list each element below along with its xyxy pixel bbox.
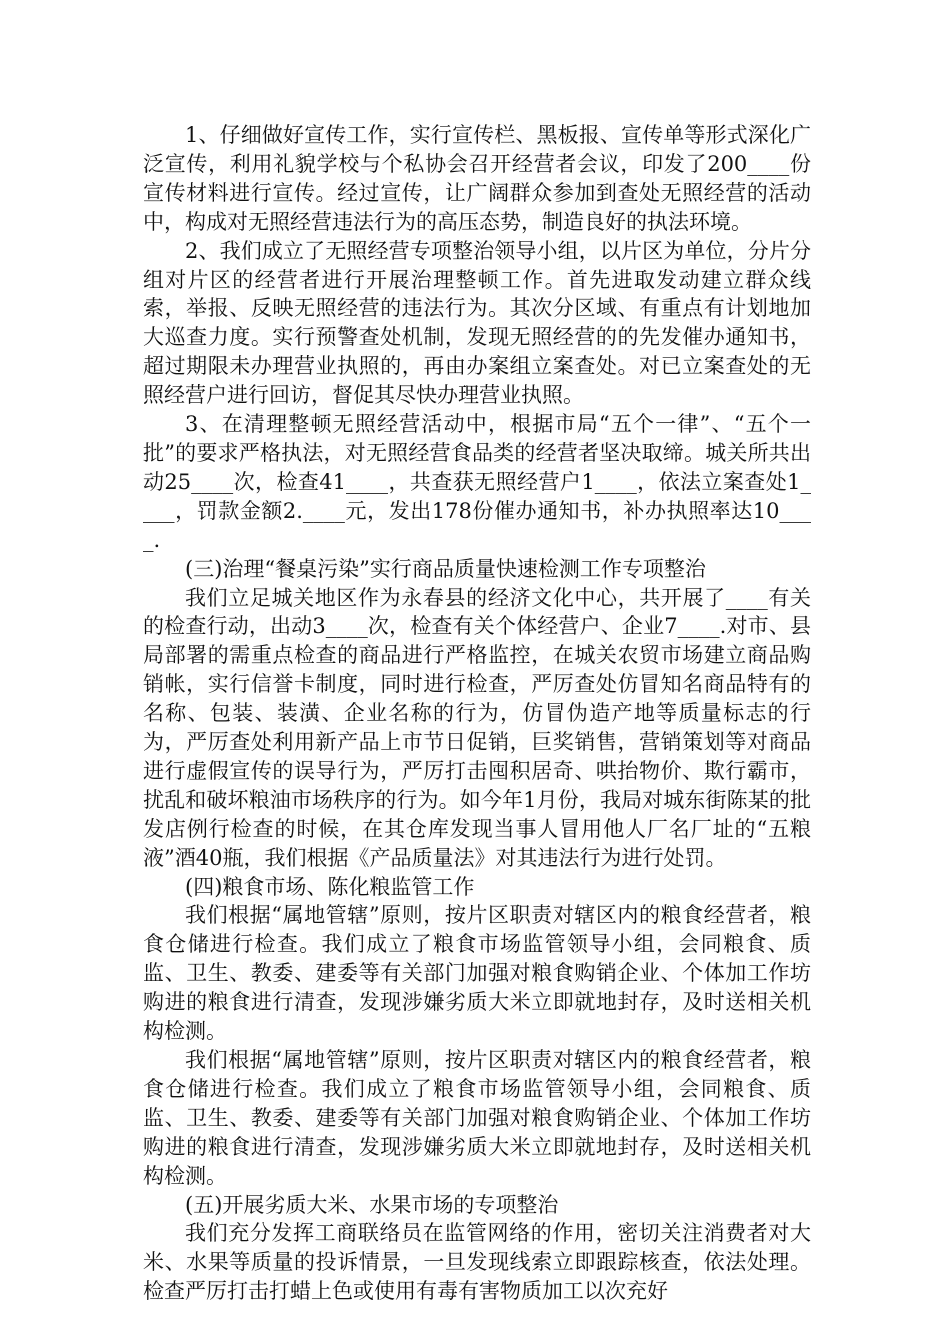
section-heading-table-pollution: (三)治理“餐桌污染”实行商品质量快速检测工作专项整治	[185, 556, 706, 581]
section-heading-rice-fruit: (五)开展劣质大米、水果市场的专项整治	[185, 1192, 559, 1217]
document-body	[143, 121, 811, 1306]
paragraph-publicity-work: 1、仔细做好宣传工作，实行宣传栏、黑板报、宣传单等形式深化广泛宣传，利用礼貌学校与个私协会召开经营者会议，印发了200____份宣传材料进行宣传。经过宣传，让广阔群众参加到查处无照经营的活动中，构成对无照经营违法行为的高压态势，制造良好的执法环境。	[143, 123, 811, 234]
paragraph-enforcement-results: 3、在清理整顿无照经营活动中，根据市局“五个一律”、“五个一批”的要求严格执法，对无照经营食品类的经营者坚决取缔。城关所共出动25____次，检查41____，共查获无照经营户1____，依法立案查处1____，罚款金额2.____元，发出178份催办通知书，补办执照率达10____.	[143, 412, 811, 552]
section-heading-grain-market: (四)粮食市场、陈化粮监管工作	[185, 874, 475, 899]
paragraph-rectification-group: 2、我们成立了无照经营专项整治领导小组，以片区为单位，分片分组对片区的经营者进行开展治理整顿工作。首先进取发动建立群众线索，举报、反映无照经营的违法行为。其次分区域、有重点有计划地加大巡查力度。实行预警查处机制，发现无照经营的的先发催办通知书，超过期限未办理营业执照的，再由办案组立案查处。对已立案查处的无照经营户进行回访，督促其尽快办理营业执照。	[143, 238, 811, 408]
paragraph-liaison-officers: 我们充分发挥工商联络员在监管网络的作用，密切关注消费者对大米、水果等质量的投诉情景，一旦发现线索立即跟踪核查，依法处理。检查严厉打击打蜡上色或使用有毒有害物质加工以次充好	[143, 1221, 811, 1304]
paragraph-quality-inspection: 我们立足城关地区作为永春县的经济文化中心，共开展了____有关的检查行动，出动3____次，检查有关个体经营户、企业7____.对市、县局部署的需重点检查的商品进行严格监控，在城关农贸市场建立商品购销帐，实行信誉卡制度，同时进行检查，严厉查处仿冒知名商品特有的名称、包装、装潢、企业名称的行为，仿冒伪造产地等质量标志的行为，严厉查处利用新产品上市节日促销，巨奖销售，营销策划等对商品进行虚假宣传的误导行为，严厉打击囤积居奇、哄抬物价、欺行霸市，扰乱和破坏粮油市场秩序的行为。如今年1月份，我局对城东街陈某的批发店例行检查的时候，在其仓库发现当事人冒用他人厂名厂址的“五粮液”酒40瓶，我们根据《产品质量法》对其违法行为进行处罚。	[143, 585, 811, 870]
paragraph-grain-inspection-1: 我们根据“属地管辖”原则，按片区职责对辖区内的粮食经营者，粮食仓储进行检查。我们成立了粮食市场监管领导小组，会同粮食、质监、卫生、教委、建委等有关部门加强对粮食购销企业、个体加工作坊购进的粮食进行清查，发现涉嫌劣质大米立即就地封存，及时送相关机构检测。	[143, 903, 811, 1044]
paragraph-grain-inspection-2: 我们根据“属地管辖”原则，按片区职责对辖区内的粮食经营者，粮食仓储进行检查。我们成立了粮食市场监管领导小组，会同粮食、质监、卫生、教委、建委等有关部门加强对粮食购销企业、个体加工作坊购进的粮食进行清查，发现涉嫌劣质大米立即就地封存，及时送相关机构检测。	[143, 1048, 811, 1188]
